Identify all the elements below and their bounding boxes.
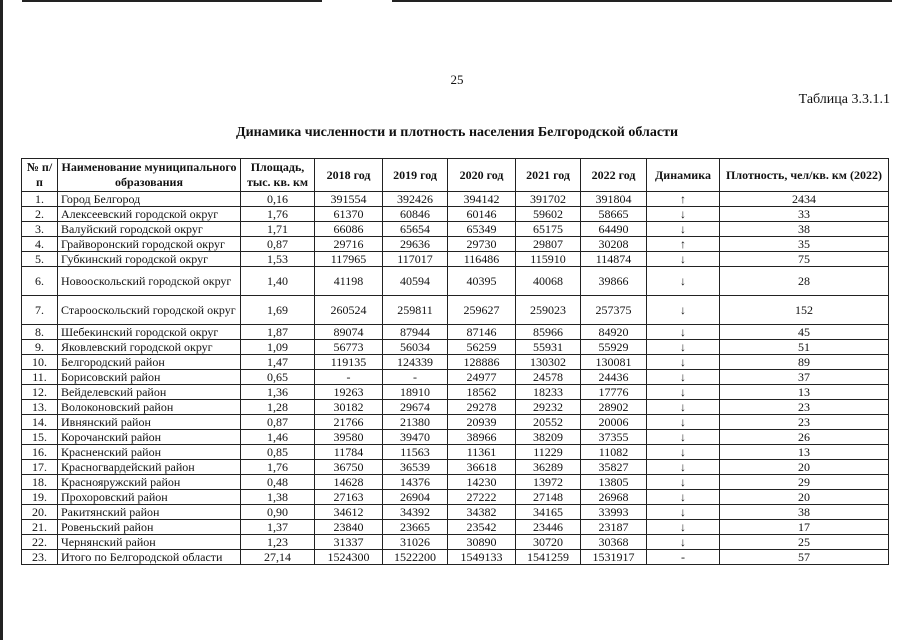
cell-dynamics: ↓: [647, 475, 720, 490]
cell-area: 0,85: [241, 445, 315, 460]
cell-2019: 124339: [383, 355, 448, 370]
cell-2019: 40594: [383, 267, 448, 296]
cell-2020: 18562: [448, 385, 516, 400]
cell-2022: 11082: [581, 445, 647, 460]
cell-2019: 23665: [383, 520, 448, 535]
cell-2022: 30368: [581, 535, 647, 550]
table-row: [22, 222, 889, 237]
cell-area: 1,09: [241, 340, 315, 355]
cell-2022: 26968: [581, 490, 647, 505]
cell-density: 75: [720, 252, 889, 267]
cell-2020: 36618: [448, 460, 516, 475]
cell-2021: 59602: [516, 207, 581, 222]
cell-density: 17: [720, 520, 889, 535]
table-row: [22, 430, 889, 445]
cell-2018: 61370: [315, 207, 383, 222]
cell-num: 20.: [22, 505, 58, 520]
cell-2018: 119135: [315, 355, 383, 370]
cell-2021: 11229: [516, 445, 581, 460]
cell-2020: 20939: [448, 415, 516, 430]
cell-area: 1,53: [241, 252, 315, 267]
cell-2019: 18910: [383, 385, 448, 400]
cell-num: 18.: [22, 475, 58, 490]
cell-2020: 29278: [448, 400, 516, 415]
cell-2019: 31026: [383, 535, 448, 550]
cell-num: 1.: [22, 192, 58, 207]
cell-num: 14.: [22, 415, 58, 430]
cell-2018: 39580: [315, 430, 383, 445]
cell-2019: 392426: [383, 192, 448, 207]
cell-density: 28: [720, 267, 889, 296]
cell-2018: 11784: [315, 445, 383, 460]
cell-num: 12.: [22, 385, 58, 400]
cell-name: Краснояружский район: [58, 475, 241, 490]
cell-2021: 23446: [516, 520, 581, 535]
cell-2018: 30182: [315, 400, 383, 415]
page-top-line-left: [22, 0, 322, 2]
cell-2021: 85966: [516, 325, 581, 340]
cell-num: 11.: [22, 370, 58, 385]
cell-name: Ровеньский район: [58, 520, 241, 535]
table-body: [22, 192, 889, 565]
cell-2018: 34612: [315, 505, 383, 520]
cell-2018: 36750: [315, 460, 383, 475]
cell-name: Белгородский район: [58, 355, 241, 370]
population-table: [21, 158, 889, 565]
cell-dynamics: ↓: [647, 400, 720, 415]
header-2018: 2018 год: [315, 159, 383, 192]
cell-name: Корочанский район: [58, 430, 241, 445]
cell-dynamics: ↓: [647, 430, 720, 445]
cell-density: 26: [720, 430, 889, 445]
cell-2020: 40395: [448, 267, 516, 296]
table-label: Таблица 3.3.1.1: [798, 92, 890, 107]
cell-name: Ивнянский район: [58, 415, 241, 430]
cell-dynamics: ↓: [647, 325, 720, 340]
cell-2021: 65175: [516, 222, 581, 237]
cell-2022: 20006: [581, 415, 647, 430]
cell-2020: 116486: [448, 252, 516, 267]
cell-area: 0,48: [241, 475, 315, 490]
cell-2022: 13805: [581, 475, 647, 490]
cell-2022: 114874: [581, 252, 647, 267]
cell-name: Грайворонский городской округ: [58, 237, 241, 252]
cell-num: 8.: [22, 325, 58, 340]
table-title: Динамика численности и плотность населения Белгородской области: [235, 125, 679, 140]
cell-2021: 38209: [516, 430, 581, 445]
cell-num: 4.: [22, 237, 58, 252]
cell-2018: 21766: [315, 415, 383, 430]
cell-2018: 41198: [315, 267, 383, 296]
cell-2019: 36539: [383, 460, 448, 475]
cell-area: 1,76: [241, 460, 315, 475]
cell-area: 1,40: [241, 267, 315, 296]
cell-2020: 23542: [448, 520, 516, 535]
cell-density: 23: [720, 400, 889, 415]
cell-density: 33: [720, 207, 889, 222]
cell-name: Яковлевский городской округ: [58, 340, 241, 355]
cell-name: Валуйский городской округ: [58, 222, 241, 237]
page-border-left: [0, 0, 3, 640]
cell-name: Старооскольский городской округ: [58, 296, 241, 325]
table-row: [22, 415, 889, 430]
table-row: [22, 385, 889, 400]
cell-area: 1,37: [241, 520, 315, 535]
cell-2022: 257375: [581, 296, 647, 325]
cell-2018: 14628: [315, 475, 383, 490]
cell-2020: 11361: [448, 445, 516, 460]
cell-num: 9.: [22, 340, 58, 355]
table-row: [22, 460, 889, 475]
cell-2022: 84920: [581, 325, 647, 340]
cell-area: 1,69: [241, 296, 315, 325]
cell-dynamics: ↓: [647, 445, 720, 460]
header-2019: 2019 год: [383, 159, 448, 192]
cell-dynamics: ↓: [647, 252, 720, 267]
cell-2020: 38966: [448, 430, 516, 445]
cell-area: 0,90: [241, 505, 315, 520]
table-row: [22, 207, 889, 222]
cell-2019: 11563: [383, 445, 448, 460]
cell-area: 0,16: [241, 192, 315, 207]
cell-2021: 30720: [516, 535, 581, 550]
cell-num: 10.: [22, 355, 58, 370]
cell-2018: 56773: [315, 340, 383, 355]
cell-num: 16.: [22, 445, 58, 460]
cell-dynamics: ↓: [647, 207, 720, 222]
page-number: 25: [450, 72, 464, 87]
cell-num: 19.: [22, 490, 58, 505]
cell-2019: -: [383, 370, 448, 385]
cell-2022: 24436: [581, 370, 647, 385]
header-area: Площадь, тыс. кв. км: [241, 159, 315, 192]
cell-2019: 56034: [383, 340, 448, 355]
cell-2022: 30208: [581, 237, 647, 252]
cell-num: 13.: [22, 400, 58, 415]
table-row: [22, 192, 889, 207]
cell-2019: 14376: [383, 475, 448, 490]
table-row: [22, 505, 889, 520]
cell-2022: 35827: [581, 460, 647, 475]
cell-num: 15.: [22, 430, 58, 445]
cell-num: 5.: [22, 252, 58, 267]
cell-2022: 391804: [581, 192, 647, 207]
cell-2019: 29636: [383, 237, 448, 252]
cell-2020: 24977: [448, 370, 516, 385]
table-row: [22, 267, 889, 296]
table-row: [22, 535, 889, 550]
cell-2020: 259627: [448, 296, 516, 325]
table-row: [22, 355, 889, 370]
cell-name: Красногвардейский район: [58, 460, 241, 475]
cell-2022: 33993: [581, 505, 647, 520]
cell-density: 37: [720, 370, 889, 385]
cell-num: 6.: [22, 267, 58, 296]
table-row: [22, 340, 889, 355]
cell-num: 21.: [22, 520, 58, 535]
cell-density: 57: [720, 550, 889, 565]
cell-2018: 23840: [315, 520, 383, 535]
table-row: [22, 550, 889, 565]
cell-2019: 21380: [383, 415, 448, 430]
cell-dynamics: ↓: [647, 415, 720, 430]
cell-name: Ракитянский район: [58, 505, 241, 520]
cell-2019: 1522200: [383, 550, 448, 565]
cell-density: 152: [720, 296, 889, 325]
cell-name: Губкинский городской округ: [58, 252, 241, 267]
cell-area: 1,23: [241, 535, 315, 550]
cell-2019: 26904: [383, 490, 448, 505]
header-dynamics: Динамика: [647, 159, 720, 192]
cell-2021: 18233: [516, 385, 581, 400]
header-2020: 2020 год: [448, 159, 516, 192]
cell-2021: 20552: [516, 415, 581, 430]
cell-density: 38: [720, 505, 889, 520]
cell-dynamics: ↑: [647, 192, 720, 207]
cell-density: 13: [720, 445, 889, 460]
cell-area: 1,71: [241, 222, 315, 237]
cell-2021: 391702: [516, 192, 581, 207]
cell-2018: 19263: [315, 385, 383, 400]
cell-dynamics: ↓: [647, 355, 720, 370]
table-row: [22, 325, 889, 340]
cell-2020: 27222: [448, 490, 516, 505]
cell-2021: 36289: [516, 460, 581, 475]
cell-2020: 29730: [448, 237, 516, 252]
cell-dynamics: ↓: [647, 370, 720, 385]
cell-density: 51: [720, 340, 889, 355]
cell-2021: 29807: [516, 237, 581, 252]
table-row: [22, 252, 889, 267]
cell-2022: 23187: [581, 520, 647, 535]
cell-num: 2.: [22, 207, 58, 222]
cell-density: 29: [720, 475, 889, 490]
cell-area: 1,38: [241, 490, 315, 505]
header-2022: 2022 год: [581, 159, 647, 192]
cell-area: 1,47: [241, 355, 315, 370]
cell-num: 22.: [22, 535, 58, 550]
cell-2021: 13972: [516, 475, 581, 490]
table-row: [22, 296, 889, 325]
cell-2022: 55929: [581, 340, 647, 355]
cell-2020: 60146: [448, 207, 516, 222]
cell-2021: 27148: [516, 490, 581, 505]
cell-2018: -: [315, 370, 383, 385]
cell-dynamics: ↓: [647, 267, 720, 296]
cell-2018: 260524: [315, 296, 383, 325]
cell-2018: 1524300: [315, 550, 383, 565]
cell-area: 0,87: [241, 415, 315, 430]
cell-density: 20: [720, 460, 889, 475]
cell-2021: 115910: [516, 252, 581, 267]
cell-2021: 34165: [516, 505, 581, 520]
cell-dynamics: ↓: [647, 460, 720, 475]
cell-2020: 65349: [448, 222, 516, 237]
cell-2019: 29674: [383, 400, 448, 415]
cell-2019: 60846: [383, 207, 448, 222]
cell-2021: 130302: [516, 355, 581, 370]
cell-2022: 1531917: [581, 550, 647, 565]
header-row: [22, 159, 889, 192]
cell-density: 89: [720, 355, 889, 370]
cell-dynamics: ↓: [647, 340, 720, 355]
cell-density: 45: [720, 325, 889, 340]
header-2021: 2021 год: [516, 159, 581, 192]
cell-dynamics: ↓: [647, 490, 720, 505]
cell-2020: 34382: [448, 505, 516, 520]
cell-dynamics: ↓: [647, 222, 720, 237]
cell-area: 27,14: [241, 550, 315, 565]
cell-2018: 89074: [315, 325, 383, 340]
cell-name: Итого по Белгородской области: [58, 550, 241, 565]
cell-2020: 128886: [448, 355, 516, 370]
cell-density: 2434: [720, 192, 889, 207]
cell-num: 23.: [22, 550, 58, 565]
cell-2021: 259023: [516, 296, 581, 325]
cell-2019: 39470: [383, 430, 448, 445]
cell-density: 38: [720, 222, 889, 237]
cell-name: Волоконовский район: [58, 400, 241, 415]
cell-area: 1,46: [241, 430, 315, 445]
cell-2020: 1549133: [448, 550, 516, 565]
cell-2021: 24578: [516, 370, 581, 385]
cell-2022: 37355: [581, 430, 647, 445]
cell-2021: 55931: [516, 340, 581, 355]
cell-2018: 391554: [315, 192, 383, 207]
cell-name: Красненский район: [58, 445, 241, 460]
cell-2018: 66086: [315, 222, 383, 237]
table-row: [22, 400, 889, 415]
cell-2021: 1541259: [516, 550, 581, 565]
cell-name: Город Белгород: [58, 192, 241, 207]
cell-2022: 28902: [581, 400, 647, 415]
cell-density: 23: [720, 415, 889, 430]
cell-2020: 87146: [448, 325, 516, 340]
cell-name: Шебекинский городской округ: [58, 325, 241, 340]
table-row: [22, 445, 889, 460]
cell-num: 7.: [22, 296, 58, 325]
table-header: [22, 159, 889, 192]
cell-name: Прохоровский район: [58, 490, 241, 505]
cell-2022: 64490: [581, 222, 647, 237]
cell-2021: 40068: [516, 267, 581, 296]
cell-2022: 39866: [581, 267, 647, 296]
cell-2019: 117017: [383, 252, 448, 267]
table-row: [22, 475, 889, 490]
table-row: [22, 370, 889, 385]
cell-name: Новооскольский городской округ: [58, 267, 241, 296]
cell-area: 0,65: [241, 370, 315, 385]
cell-dynamics: ↓: [647, 385, 720, 400]
table-row: [22, 490, 889, 505]
cell-2018: 117965: [315, 252, 383, 267]
cell-density: 13: [720, 385, 889, 400]
cell-2022: 130081: [581, 355, 647, 370]
cell-name: Вейделевский район: [58, 385, 241, 400]
cell-2022: 58665: [581, 207, 647, 222]
cell-2020: 394142: [448, 192, 516, 207]
cell-name: Борисовский район: [58, 370, 241, 385]
cell-2018: 27163: [315, 490, 383, 505]
cell-2020: 56259: [448, 340, 516, 355]
cell-2022: 17776: [581, 385, 647, 400]
cell-area: 1,36: [241, 385, 315, 400]
cell-density: 20: [720, 490, 889, 505]
cell-area: 1,76: [241, 207, 315, 222]
cell-2019: 34392: [383, 505, 448, 520]
cell-2019: 259811: [383, 296, 448, 325]
cell-area: 0,87: [241, 237, 315, 252]
header-density: Плотность, чел/кв. км (2022): [720, 159, 889, 192]
header-name: Наименование муниципального образования: [58, 159, 241, 192]
cell-name: Алексеевский городской округ: [58, 207, 241, 222]
cell-2021: 29232: [516, 400, 581, 415]
cell-dynamics: ↓: [647, 505, 720, 520]
cell-density: 25: [720, 535, 889, 550]
cell-dynamics: -: [647, 550, 720, 565]
header-num: № п/п: [22, 159, 58, 192]
page-top-line-right: [392, 0, 892, 2]
cell-2019: 65654: [383, 222, 448, 237]
cell-dynamics: ↑: [647, 237, 720, 252]
cell-2018: 29716: [315, 237, 383, 252]
cell-density: 35: [720, 237, 889, 252]
cell-dynamics: ↓: [647, 296, 720, 325]
cell-area: 1,28: [241, 400, 315, 415]
cell-num: 17.: [22, 460, 58, 475]
cell-dynamics: ↓: [647, 535, 720, 550]
table-row: [22, 237, 889, 252]
cell-2020: 30890: [448, 535, 516, 550]
table-row: [22, 520, 889, 535]
cell-area: 1,87: [241, 325, 315, 340]
cell-2019: 87944: [383, 325, 448, 340]
cell-2018: 31337: [315, 535, 383, 550]
cell-dynamics: ↓: [647, 520, 720, 535]
cell-name: Чернянский район: [58, 535, 241, 550]
cell-2020: 14230: [448, 475, 516, 490]
cell-num: 3.: [22, 222, 58, 237]
